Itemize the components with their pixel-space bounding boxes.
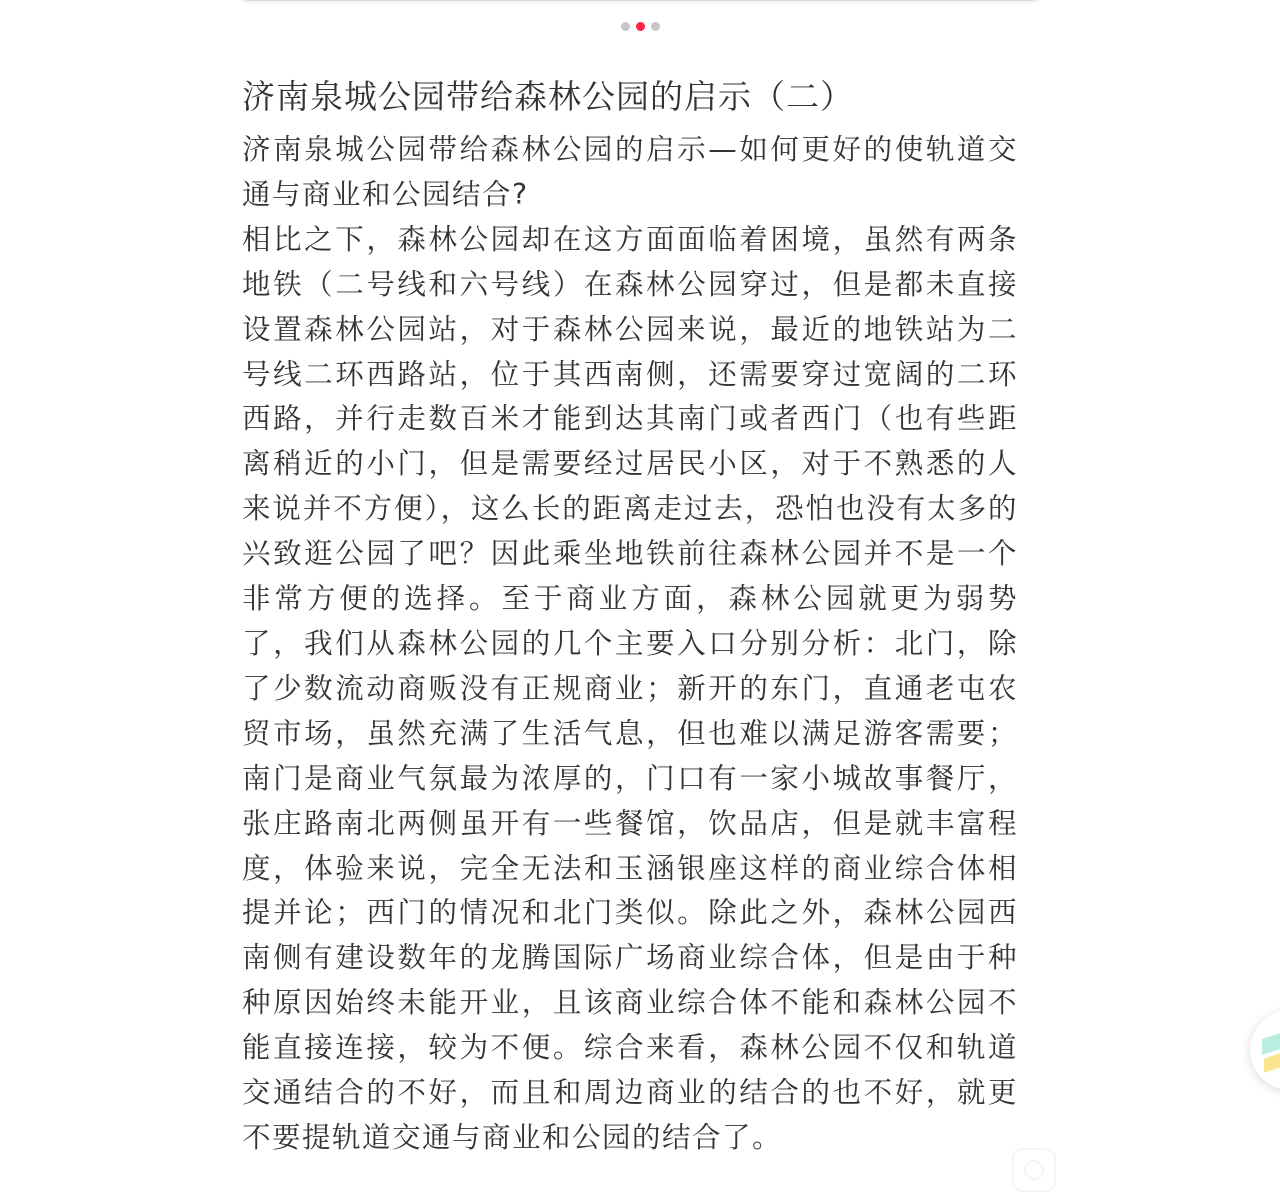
note-body-text: 济南泉城公园带给森林公园的启示—如何更好的使轨道交通与商业和公园结合? 相比之下，森林公园却在这方面面临着困境，虽然有两条地铁（二号线和六号线）在森林公园穿过，但是都未直接设置森林公园站，对于森林公园来说，最近的地铁站为二号线二环西路站，位于其西南侧，还需要穿过宽阔的二环西路，并行走数百米才能到达其南门或者西门（也有些距离稍近的小门，但是需要经过居民小区，对于不熟悉的人来说并不方便），这么长的距离走过去，恐怕也没有太多的兴致逛公园了吧？因此乘坐地铁前往森林公园并不是一个非常方便的选择。至于商业方面，森林公园就更为弱势了，我们从森林公园的几个主要入口分别分析：北门，除了少数流动商贩没有正规商业；新开的东门，直通老屯农贸市场，虽然充满了生活气息，但也难以满足游客需要；南门是商业气氛最为浓厚的，门口有一家小城故事餐厅，张庄路南北两侧虽开有一些餐馆，饮品店，但是就丰富程度，体验来说，完全无法和玉涵银座这样的商业综合体相提并论；西门的情况和北门类似。除此之外，森林公园西南侧有建设数年的龙腾国际广场商业综合体，但是由于种种原因始终未能开业，且该商业综合体不能和森林公园不能直接连接，较为不便。综合来看，森林公园不仅和轨道交通结合的不好，而且和周边商业的结合的也不好，就更不要提轨道交通与商业和公园的结合了。 — [242, 133, 1018, 1154]
watermark-logo-icon — [1012, 1148, 1056, 1192]
carousel-pagination — [621, 22, 660, 31]
widget-icon-shape-green — [1262, 1033, 1280, 1055]
image-carousel-card[interactable] — [238, 0, 1042, 1]
note-title: 济南泉城公园带给森林公园的启示（二） — [242, 77, 854, 116]
widget-icon-shape-yellow — [1264, 1053, 1280, 1072]
floating-app-widget[interactable] — [1250, 1010, 1280, 1090]
carousel-dot-3[interactable] — [651, 22, 660, 31]
carousel-dot-1[interactable] — [621, 22, 630, 31]
note-content — [242, 70, 1018, 1161]
carousel-dot-2-active[interactable] — [636, 22, 645, 31]
